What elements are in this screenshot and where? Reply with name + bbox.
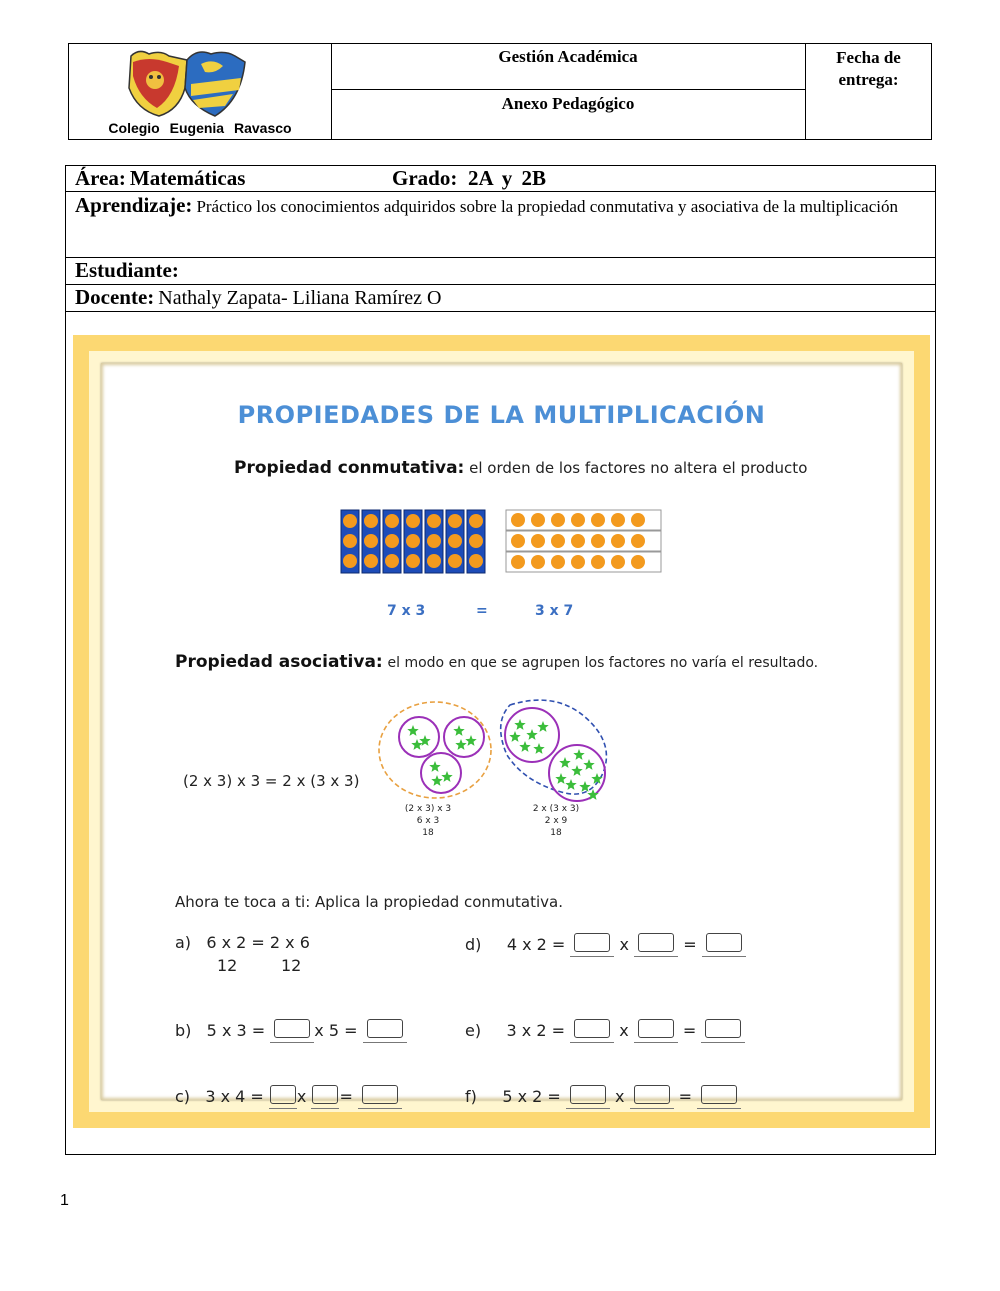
- exercise-d-lhs: 4 x 2 =: [506, 935, 566, 954]
- blue-tiles-illustration: [339, 508, 487, 576]
- green-star: [441, 771, 452, 782]
- exercise-e-answer-3[interactable]: [701, 1019, 745, 1043]
- circle-left-1: [399, 717, 439, 757]
- commutative-right: 3 x 7: [535, 603, 574, 619]
- exercise-b-answer-2[interactable]: [363, 1019, 407, 1043]
- orange-dot: [631, 513, 645, 527]
- teacher-row: [66, 285, 935, 312]
- exercise-b-answer-1[interactable]: [270, 1019, 314, 1043]
- exercise-b-mid: x 5 =: [314, 1021, 358, 1040]
- green-star: [533, 743, 544, 754]
- green-star: [465, 735, 476, 746]
- grade-label: Grado:: [392, 166, 458, 190]
- associative-groups-illustration: [375, 695, 615, 815]
- commutative-equals: =: [476, 603, 488, 619]
- circle-left-2: [444, 717, 484, 757]
- green-star: [571, 765, 582, 776]
- worksheet: [101, 363, 902, 1106]
- exercise-c-x: x: [296, 1087, 307, 1106]
- header-table: [68, 43, 932, 140]
- exercise-e-answer-1[interactable]: [570, 1019, 614, 1043]
- assoc-right-step-1: 2 x (3 x 3): [532, 804, 580, 814]
- green-star: [537, 721, 548, 732]
- exercise-f-x: x: [615, 1087, 625, 1106]
- green-star: [573, 749, 584, 760]
- orange-dot: [591, 555, 605, 569]
- exercise-e-lhs: 3 x 2 =: [506, 1021, 566, 1040]
- orange-dot: [631, 534, 645, 548]
- green-star: [579, 781, 590, 792]
- assoc-left-step-1: (2 x 3) x 3: [404, 804, 452, 814]
- worksheet-frame: [73, 335, 930, 1128]
- orange-dot: [551, 513, 565, 527]
- tile-dot: [385, 534, 399, 548]
- orange-dot: [511, 513, 525, 527]
- orange-dot: [551, 555, 565, 569]
- exercise-c-answer-3[interactable]: [358, 1085, 402, 1109]
- exercise-c-answer-1[interactable]: [269, 1085, 297, 1109]
- area-label: Área:: [75, 166, 126, 190]
- exercise-d-letter: d): [465, 935, 482, 954]
- orange-dot: [511, 555, 525, 569]
- associative-equation: (2 x 3) x 3 = 2 x (3 x 3): [183, 772, 360, 790]
- tile-dot: [469, 554, 483, 568]
- exercise-b: [175, 1019, 407, 1043]
- learning-row: [66, 192, 935, 258]
- group-right-outline: [501, 700, 607, 794]
- learning-text: Práctico los conocimientos adquiridos sobre la propiedad conmutativa y asociativa de la multiplicación: [196, 197, 898, 216]
- associative-line: [175, 652, 818, 672]
- tile-dot: [364, 534, 378, 548]
- green-star: [455, 739, 466, 750]
- commutative-label: Propiedad conmutativa:: [234, 458, 465, 478]
- exercise-f-answer-2[interactable]: [630, 1085, 674, 1109]
- orange-dot: [631, 555, 645, 569]
- associative-label: Propiedad asociativa:: [175, 652, 383, 672]
- assoc-left-step-3: 18: [422, 828, 434, 838]
- exercise-e: [465, 1019, 745, 1043]
- exercise-d-answer-3[interactable]: [702, 933, 746, 957]
- assoc-right-step-3: 18: [550, 828, 562, 838]
- orange-dot: [591, 534, 605, 548]
- exercise-f: [465, 1085, 741, 1109]
- tile-dot: [385, 514, 399, 528]
- exercise-a: [175, 933, 310, 952]
- tile-dot: [448, 554, 462, 568]
- worksheet-title: PROPIEDADES DE LA MULTIPLICACIÓN: [237, 401, 766, 429]
- orange-dots-illustration: [505, 508, 665, 574]
- tile-dot: [427, 554, 441, 568]
- exercise-f-eq: =: [678, 1087, 693, 1106]
- exercise-f-answer-1[interactable]: [566, 1085, 610, 1109]
- exercise-e-letter: e): [465, 1021, 482, 1040]
- school-name: Colegio Eugenia Ravasco: [108, 120, 292, 136]
- orange-dot: [531, 555, 545, 569]
- learning-label: Aprendizaje:: [75, 193, 193, 217]
- teacher-label: Docente:: [75, 285, 155, 309]
- exercise-c-answer-2[interactable]: [311, 1085, 339, 1109]
- student-row: [66, 258, 935, 285]
- exercise-d: [465, 933, 746, 957]
- area-value: Matemáticas: [129, 166, 246, 190]
- tile-dot: [427, 514, 441, 528]
- orange-dot: [571, 534, 585, 548]
- school-crest-logo: [69, 44, 331, 119]
- assoc-left-step-2: 6 x 3: [416, 816, 440, 826]
- orange-dot: [511, 534, 525, 548]
- student-label: Estudiante:: [75, 258, 179, 282]
- tile-dot: [469, 534, 483, 548]
- exercise-f-letter: f): [465, 1087, 477, 1106]
- orange-dot: [611, 534, 625, 548]
- exercise-f-answer-3[interactable]: [697, 1085, 741, 1109]
- assoc-right-step-2: 2 x 9: [544, 816, 568, 826]
- exercise-a-expr: 6 x 2 = 2 x 6: [206, 933, 310, 952]
- green-star: [509, 731, 520, 742]
- assoc-right-steps: [531, 803, 581, 839]
- logo-cell: [69, 44, 332, 139]
- assoc-left-steps: [403, 803, 453, 839]
- exercise-a-letter: a): [175, 933, 192, 952]
- tile-dot: [385, 554, 399, 568]
- green-star: [565, 779, 576, 790]
- management-title: Gestión Académica: [331, 44, 805, 90]
- exercise-c: [175, 1085, 402, 1109]
- exercise-e-eq: =: [682, 1021, 697, 1040]
- orange-dot: [551, 534, 565, 548]
- exercise-d-answer-1[interactable]: [570, 933, 614, 957]
- teacher-value: Nathaly Zapata- Liliana Ramírez O: [158, 287, 442, 309]
- exercise-e-x: x: [619, 1021, 629, 1040]
- tile-dot: [406, 554, 420, 568]
- exercise-b-letter: b): [175, 1021, 192, 1040]
- orange-dot: [571, 513, 585, 527]
- exercise-a-result-2: 12: [281, 956, 302, 975]
- tile-dot: [469, 514, 483, 528]
- associative-text: el modo en que se agrupen los factores no varía el resultado.: [387, 655, 819, 671]
- exercise-e-answer-2[interactable]: [634, 1019, 678, 1043]
- tile-dot: [364, 514, 378, 528]
- green-star: [583, 759, 594, 770]
- tile-dot: [343, 514, 357, 528]
- instruction: Ahora te toca a ti: Aplica la propiedad conmutativa.: [175, 893, 563, 911]
- orange-dot: [611, 513, 625, 527]
- orange-dot: [531, 513, 545, 527]
- green-star: [429, 761, 440, 772]
- circle-left-3: [421, 753, 461, 793]
- green-star: [407, 725, 418, 736]
- green-star: [559, 757, 570, 768]
- orange-dot: [611, 555, 625, 569]
- tile-dot: [448, 514, 462, 528]
- exercise-d-x: x: [619, 935, 629, 954]
- exercise-b-lhs: 5 x 3 =: [206, 1021, 266, 1040]
- green-star: [431, 775, 442, 786]
- exercise-d-eq: =: [683, 935, 697, 954]
- tile-dot: [406, 514, 420, 528]
- delivery-date-label: Fecha de entrega:: [836, 48, 901, 89]
- exercise-c-lhs: 3 x 4 =: [205, 1087, 264, 1106]
- green-star: [555, 773, 566, 784]
- commutative-text: el orden de los factores no altera el producto: [469, 459, 808, 477]
- green-star: [526, 729, 537, 740]
- orange-dot: [591, 513, 605, 527]
- page-number: 1: [60, 1192, 69, 1209]
- grade-value: 2A y 2B: [468, 166, 547, 190]
- management-cell: [331, 44, 806, 139]
- tile-dot: [364, 554, 378, 568]
- exercise-c-letter: c): [175, 1087, 191, 1106]
- tile-dot: [427, 534, 441, 548]
- green-star: [519, 741, 530, 752]
- orange-dot: [571, 555, 585, 569]
- tile-dot: [448, 534, 462, 548]
- tile-dot: [406, 534, 420, 548]
- tile-dot: [343, 554, 357, 568]
- tile-dot: [343, 534, 357, 548]
- commutative-left: 7 x 3: [387, 603, 426, 619]
- exercise-d-answer-2[interactable]: [634, 933, 678, 957]
- green-star: [453, 725, 464, 736]
- exercise-a-result-1: 12: [217, 956, 238, 975]
- green-star: [411, 739, 422, 750]
- annex-title: Anexo Pedagógico: [501, 94, 635, 113]
- area-row: [66, 166, 935, 192]
- exercise-c-eq: =: [339, 1087, 353, 1106]
- green-star: [514, 719, 525, 730]
- orange-dot: [531, 534, 545, 548]
- commutative-line: [234, 458, 807, 478]
- exercise-f-lhs: 5 x 2 =: [502, 1087, 561, 1106]
